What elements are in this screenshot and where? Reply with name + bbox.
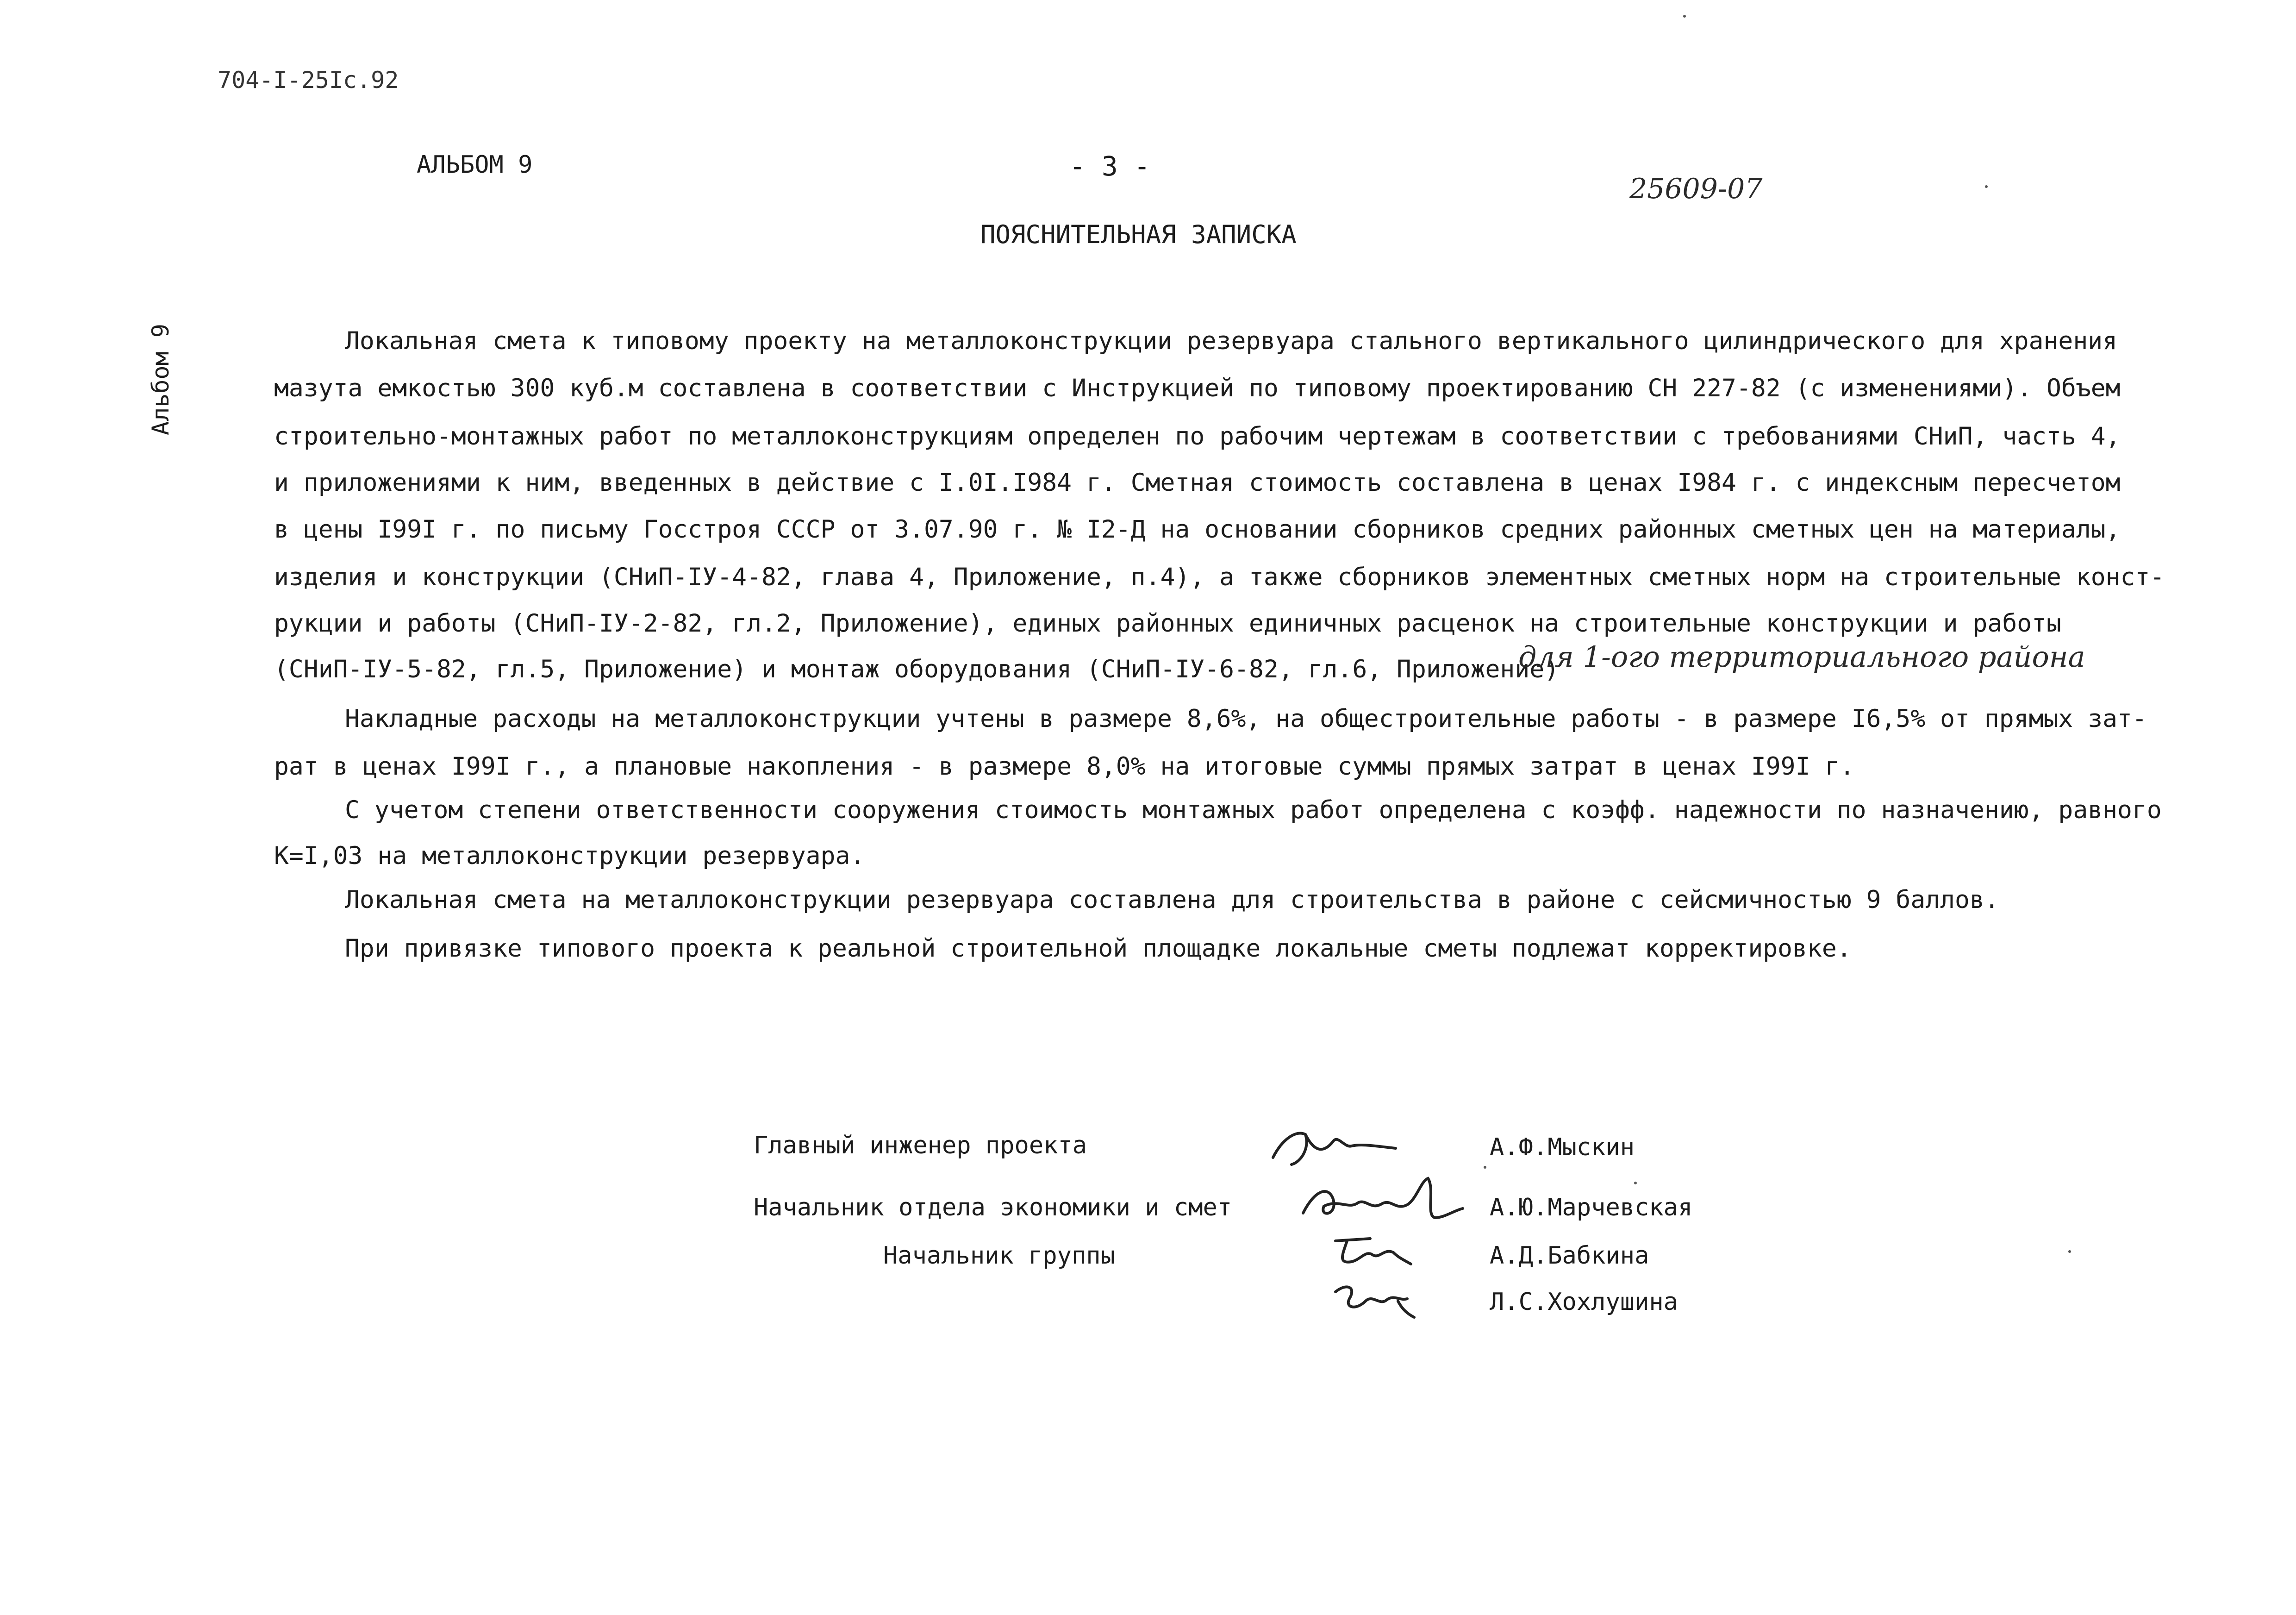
signer-name: А.Д.Бабкина — [1490, 1242, 1649, 1270]
handwritten-signature — [1329, 1273, 1421, 1320]
body-line: Локальная смета к типовому проекту на металлоконструкции резервуара стального вертикального цилиндрического для хранения — [345, 327, 2118, 355]
body-line: изделия и конструкции (СНиП-IУ-4-82, глава 4, Приложение, п.4), а также сборников элементных сметных норм на строительные конст- — [274, 563, 2165, 591]
handwritten-signature — [1329, 1227, 1416, 1269]
body-line: мазута емкостью 300 куб.м составлена в соответствии с Инструкцией по типовому проектированию СН 227-82 (с изменениями). Объем — [274, 374, 2121, 402]
album-label: АЛЬБОМ 9 — [417, 151, 533, 179]
scan-speck — [2068, 1250, 2071, 1253]
signer-name: А.Ю.Марчевская — [1490, 1194, 1693, 1221]
signer-role: Начальник отдела экономики и смет — [754, 1194, 1232, 1221]
body-line: рукции и работы (СНиП-IУ-2-82, гл.2, Приложение), единых районных единичных расценок на строительные конструкции и работы — [274, 609, 2061, 638]
body-line: При привязке типового проекта к реальной строительной площадке локальные сметы подлежат корректировке. — [345, 934, 1852, 963]
body-line: Накладные расходы на металлоконструкции учтены в размере 8,6%, на общестроительные работы - в размере I6,5% от прямых зат- — [345, 705, 2147, 733]
signer-name: Л.С.Хохлушина — [1490, 1288, 1678, 1316]
body-line: в цены I99I г. по письму Госстроя СССР от 3.07.90 г. № I2-Д на основании сборников средних районных сметных цен на материалы, — [274, 515, 2121, 544]
body-line: рат в ценах I99I г., а плановые накопления - в размере 8,0% на итоговые суммы прямых затрат в ценах I99I г. — [274, 752, 1855, 781]
body-line: Локальная смета на металлоконструкции резервуара составлена для строительства в районе с сейсмичностью 9 баллов. — [345, 886, 1999, 914]
scan-speck — [1985, 185, 1988, 188]
scan-speck — [1484, 1166, 1486, 1169]
handwritten-addition: для 1-ого территориального района — [1518, 640, 2085, 674]
scan-speck — [1634, 1182, 1637, 1184]
side-album-label: Альбом 9 — [147, 324, 174, 435]
page-number: - 3 - — [1069, 150, 1150, 182]
body-line: С учетом степени ответственности сооружения стоимость монтажных работ определена с коэфф. надежности по назначению, равного — [345, 796, 2162, 824]
signer-role: Главный инженер проекта — [754, 1132, 1087, 1159]
body-line: К=I,03 на металлоконструкции резервуара. — [274, 842, 865, 870]
body-line: и приложениями к ним, введенных в действие с I.0I.I984 г. Сметная стоимость составлена в ценах I984 г. с индексным пересчетом — [274, 469, 2121, 497]
document-title: ПОЯСНИТЕЛЬНАЯ ЗАПИСКА — [980, 220, 1297, 249]
body-line: строительно-монтажных работ по металлоконструкциям определен по рабочим чертежам в соответствии с требованиями СНиП, часть 4, — [274, 422, 2121, 451]
body-line: (СНиП-IУ-5-82, гл.5, Приложение) и монтаж оборудования (СНиП-IУ-6-82, гл.6, Приложение) — [274, 655, 1560, 683]
handwritten-signature — [1296, 1171, 1467, 1227]
signer-role: Начальник группы — [883, 1242, 1115, 1270]
scan-speck — [1683, 15, 1686, 18]
registration-number: 25609-07 — [1629, 173, 1763, 205]
handwritten-signature — [1264, 1120, 1403, 1171]
document-code: 704-I-25Ic.92 — [218, 67, 399, 94]
signer-name: А.Ф.Мыскин — [1490, 1133, 1635, 1161]
